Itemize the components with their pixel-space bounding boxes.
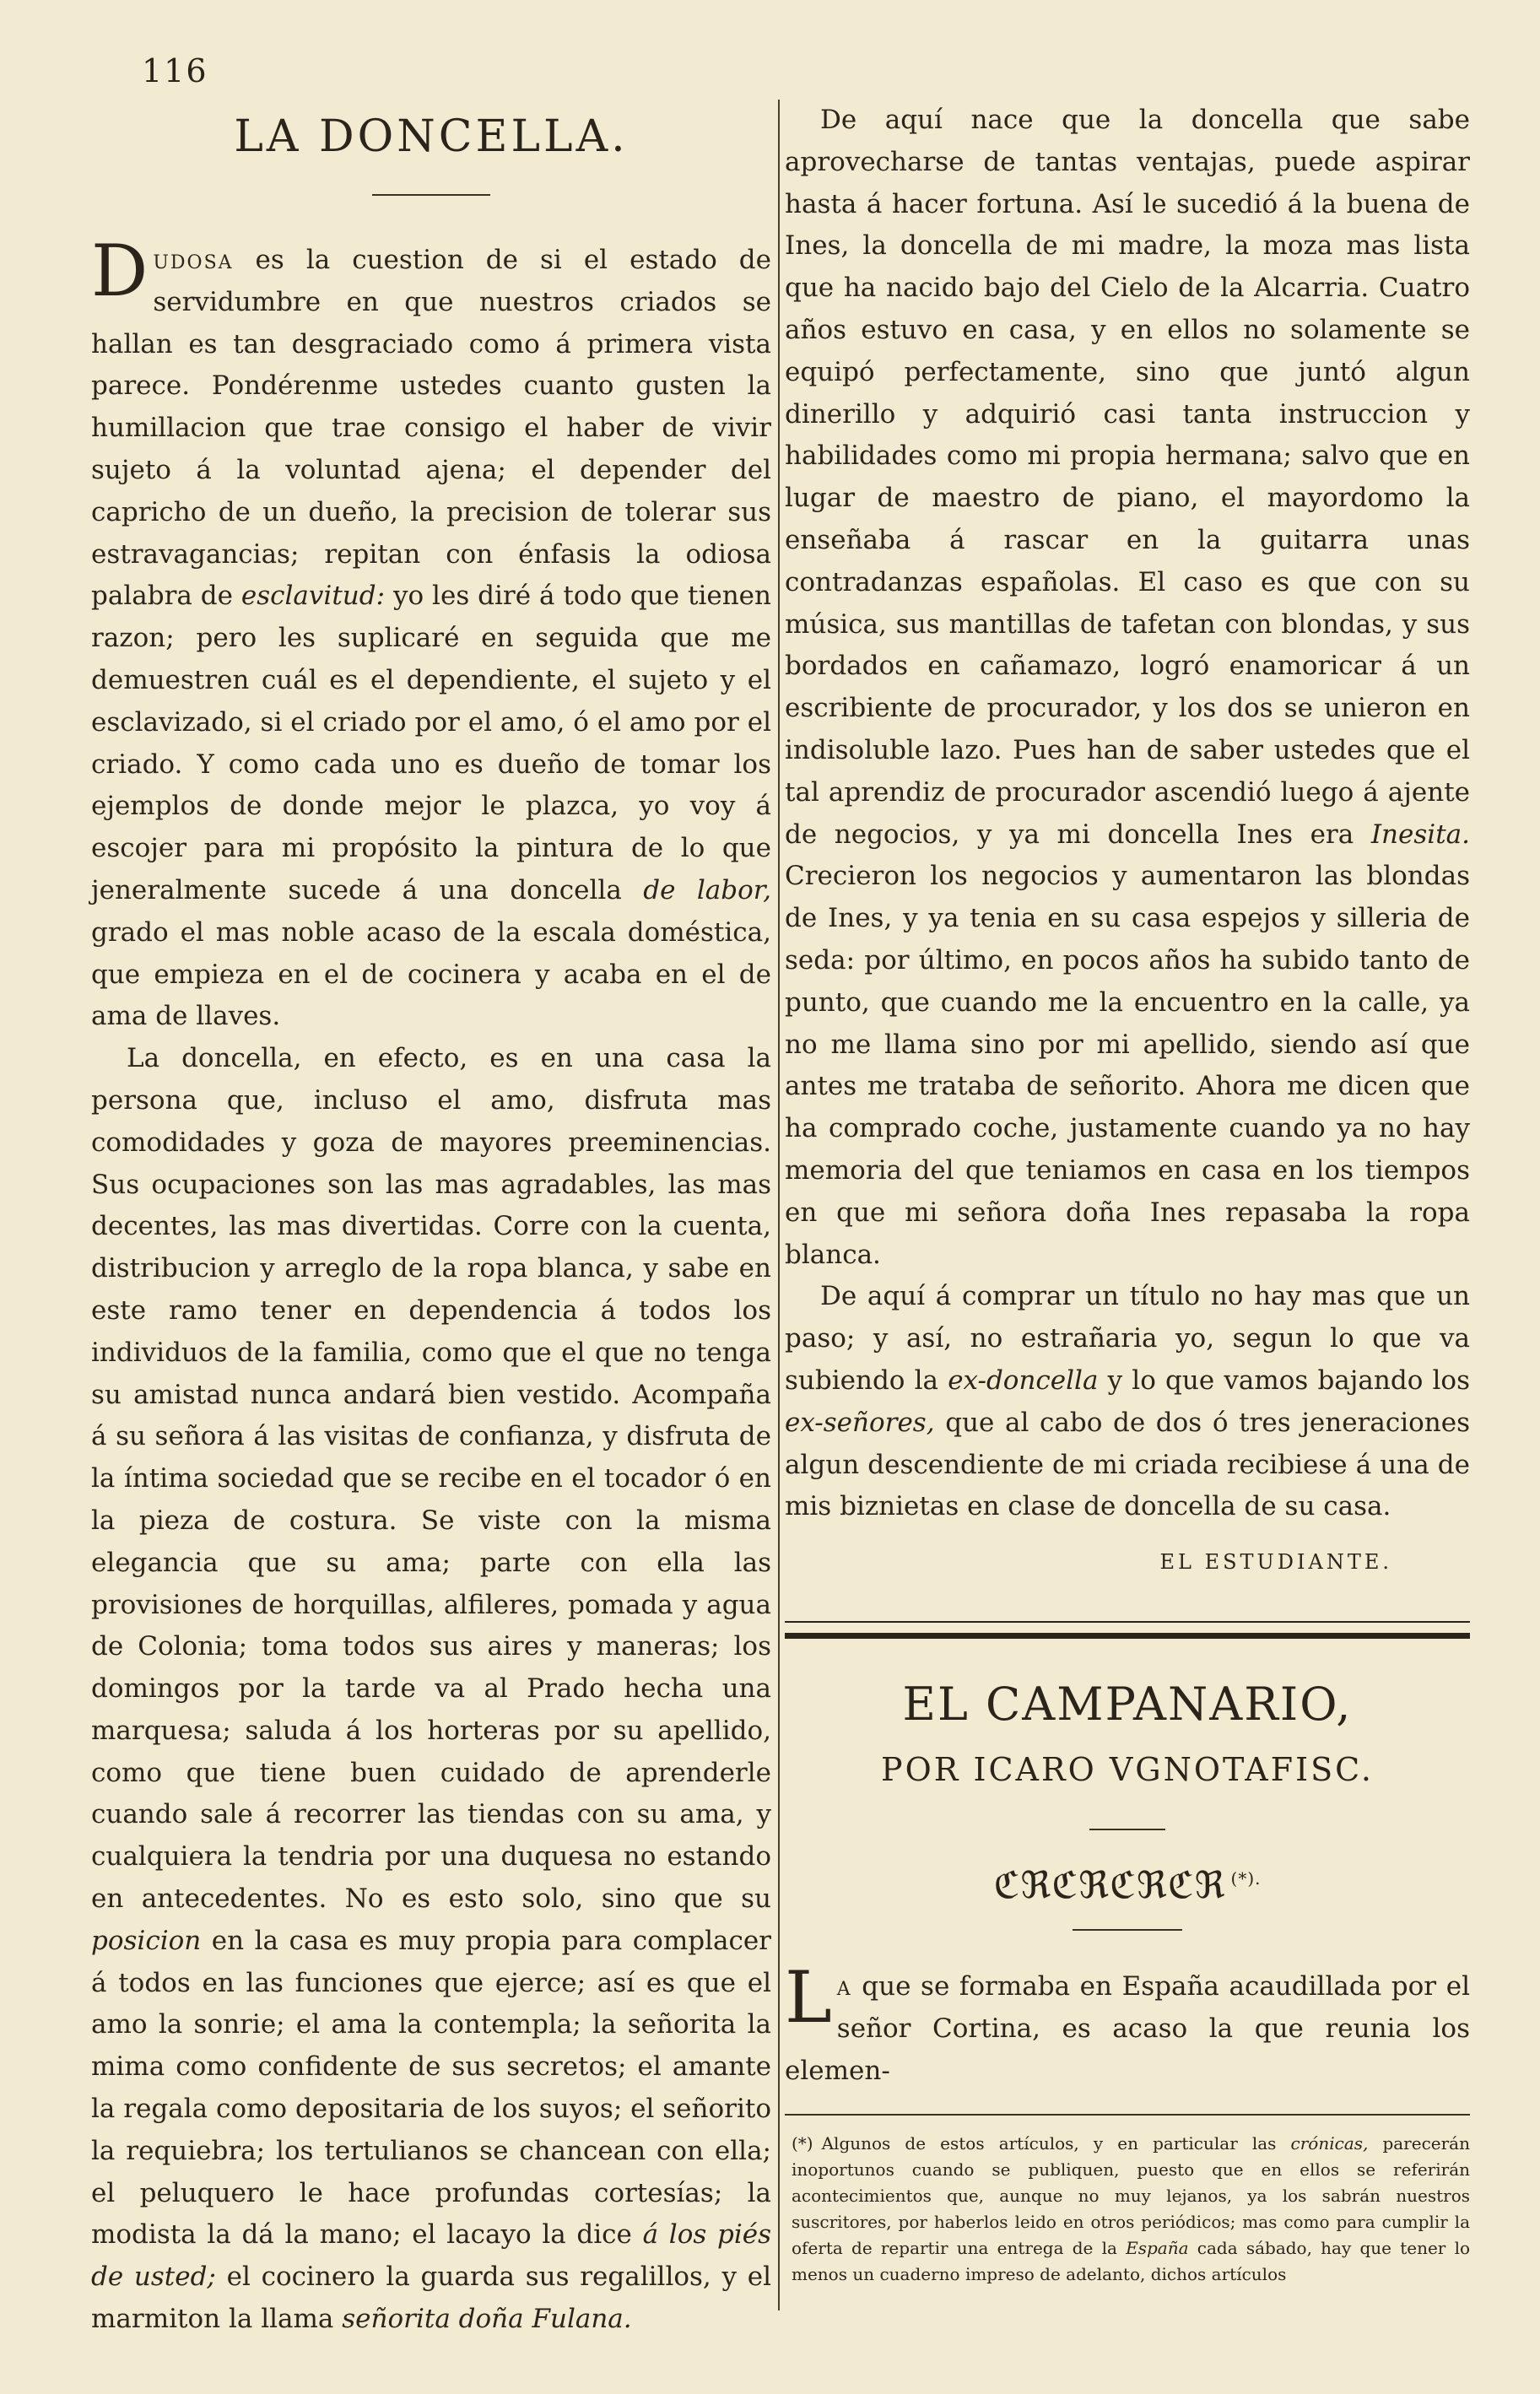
column-divider [778, 100, 780, 2310]
section-title: EL CAMPANARIO, [902, 1678, 1353, 1732]
blackletter-heading: ℭℜℭℜℭℜℭℜ (*). [993, 1864, 1262, 1908]
footnote: (*) Algunos de estos artículos, y en particular las crónicas, parecerán inoportunos cuando se publiquen, puesto que en ellos se referirán acontecimientos que, aunque no muy lejanos, ya los sabrán nuestros suscritores, por haberlos leido en otros periódicos; mas como para cumplir la oferta de repartir una entrega de la España cada sábado, hay que tener lo menos un cuaderno impreso de adelanto, dichos artículos [792, 2133, 1471, 2285]
right-column [785, 100, 1470, 2288]
article-paragraph-4: De aquí á comprar un título no hay mas que un paso; y así, no estrañaria yo, segun lo que va subiendo la ex-doncella y lo que vamos bajando los ex-señores, que al cabo de dos ó tres jeneraciones algun descendiente de mi criada recibiese á una de mis biznietas en clase de doncella de su casa. [785, 1281, 1471, 1522]
page-number: 116 [142, 52, 208, 89]
article-paragraph-5: La que se formaba en España acaudillada por el señor Cortina, es acaso la que reunia los elemen- [785, 1956, 1470, 2086]
ornament-rule [1073, 1929, 1182, 1931]
title-rule [372, 194, 490, 196]
byline-rule [1089, 1829, 1165, 1830]
footnote-reference: (*). [1230, 1868, 1262, 1889]
author-signature: EL ESTUDIANTE. [1159, 1550, 1392, 1575]
article-paragraph-3: De aquí nace que la doncella que sabe aprovecharse de tantas ventajas, puede aspirar hasta á hacer fortuna. Así le sucedió á la buena de Ines, la doncella de mi madre, la moza mas lista que ha nacido bajo del Cielo de la Alcarria. Cuatro años estuvo en casa, y en ellos no solamente se equipó perfectamente, sino que juntó algun dinerillo y adquirió casi tanta instruccion y habilidades como mi propia hermana; salvo que en lugar de maestro de piano, el mayordomo la enseñaba á rascar en la guitarra unas contradanzas españolas. El caso es que con su música, sus mantillas de tafetan con blondas, y sus bordados en cañamazo, logró enamoricar á un escribiente de procurador, y los dos se unieron en indisoluble lazo. Pues han de saber ustedes que el tal aprendiz de procurador ascendió luego á ajente de negocios, y ya mi doncella Ines era Inesita. Crecieron los negocios y aumentaron las blondas de Ines, y ya tenia en su casa espejos y silleria de seda: por último, en pocos años ha subido tanto de punto, que cuando me la encuentro en la calle, ya no me llama sino por mi apellido, siendo así que antes me trataba de señorito. Ahora me dicen que ha comprado coche, justamente cuando ya no hay memoria del que teniamos en casa en los tiempos en que mi señora doña Ines repasaba la ropa blanca. [785, 105, 1470, 1270]
left-column [91, 100, 771, 2341]
drop-cap: L [785, 1956, 832, 2040]
footnote-rule [785, 2114, 1470, 2116]
drop-cap: D [91, 230, 149, 312]
section-divider [785, 1621, 1470, 1639]
article-paragraph-1: Dudosa es la cuestion de si el estado de servidumbre en que nuestros criados se hallan es tan desgraciado como á primera vista parece. Pondérenme ustedes cuanto gusten la humillacion que trae consigo el haber de vivir sujeto á la voluntad ajena; el depender del capricho de un dueño, la precision de tolerar sus estravagancias; repitan con énfasis la odiosa palabra de esclavitud: yo les diré á todo que tienen razon; pero les suplicaré en seguida que me demuestren cuál es el dependiente, el sujeto y el esclavizado, si el criado por el amo, ó el amo por el criado. Y como cada uno es dueño de tomar los ejemplos de donde mejor le plazca, yo voy á escojer para mi propósito la pintura de lo que jeneralmente sucede á una doncella de labor, grado el mas noble acaso de la escala doméstica, que empieza en el de cocinera y acaba en el de ama de llaves. [91, 230, 772, 1032]
article-paragraph-2: La doncella, en efecto, es en una casa la persona que, incluso el amo, disfruta mas comodidades y goza de mayores preeminencias. Sus ocupaciones son las mas agradables, las mas decentes, las mas divertidas. Corre con la cuenta, distribucion y arreglo de la ropa blanca, y sabe en este ramo tener en dependencia á todos los individuos de la familia, como que el que no tenga su amistad nunca andará bien vestido. Acompaña á su señora á las visitas de confianza, y disfruta de la íntima sociedad que se recibe en el tocador ó en la pieza de costura. Se viste con la misma elegancia que su ama; parte con ella las provisiones de horquillas, alfileres, pomada y agua de Colonia; toma todos sus aires y maneras; los domingos por la tarde va al Prado hecha una marquesa; saluda á los horteras por su apellido, como que tiene buen cuidado de aprenderle cuando sale á recorrer las tiendas con su ama, y cualquiera la tendria por una duquesa no estando en antecedentes. No es esto solo, sino que su posicion en la casa es muy propia para complacer á todos en las funciones que ejerce; así es que el amo la sonrie; el ama la contempla; la señorita la mima como confidente de sus secretos; el amante la regala como depositaria de los suyos; el señorito la requiebra; los tertulianos se chancean con ella; el peluquero le hace profundas cortesías; la modista la dá la mano; el lacayo la dice á los piés de usted; el cocinero la guarda sus regalillos, y el marmiton la llama señorita doña Fulana. [91, 1043, 772, 2335]
article-title: LA DONCELLA. [234, 111, 629, 162]
section-byline: POR ICARO VGNOTAFISC. [881, 1751, 1374, 1789]
